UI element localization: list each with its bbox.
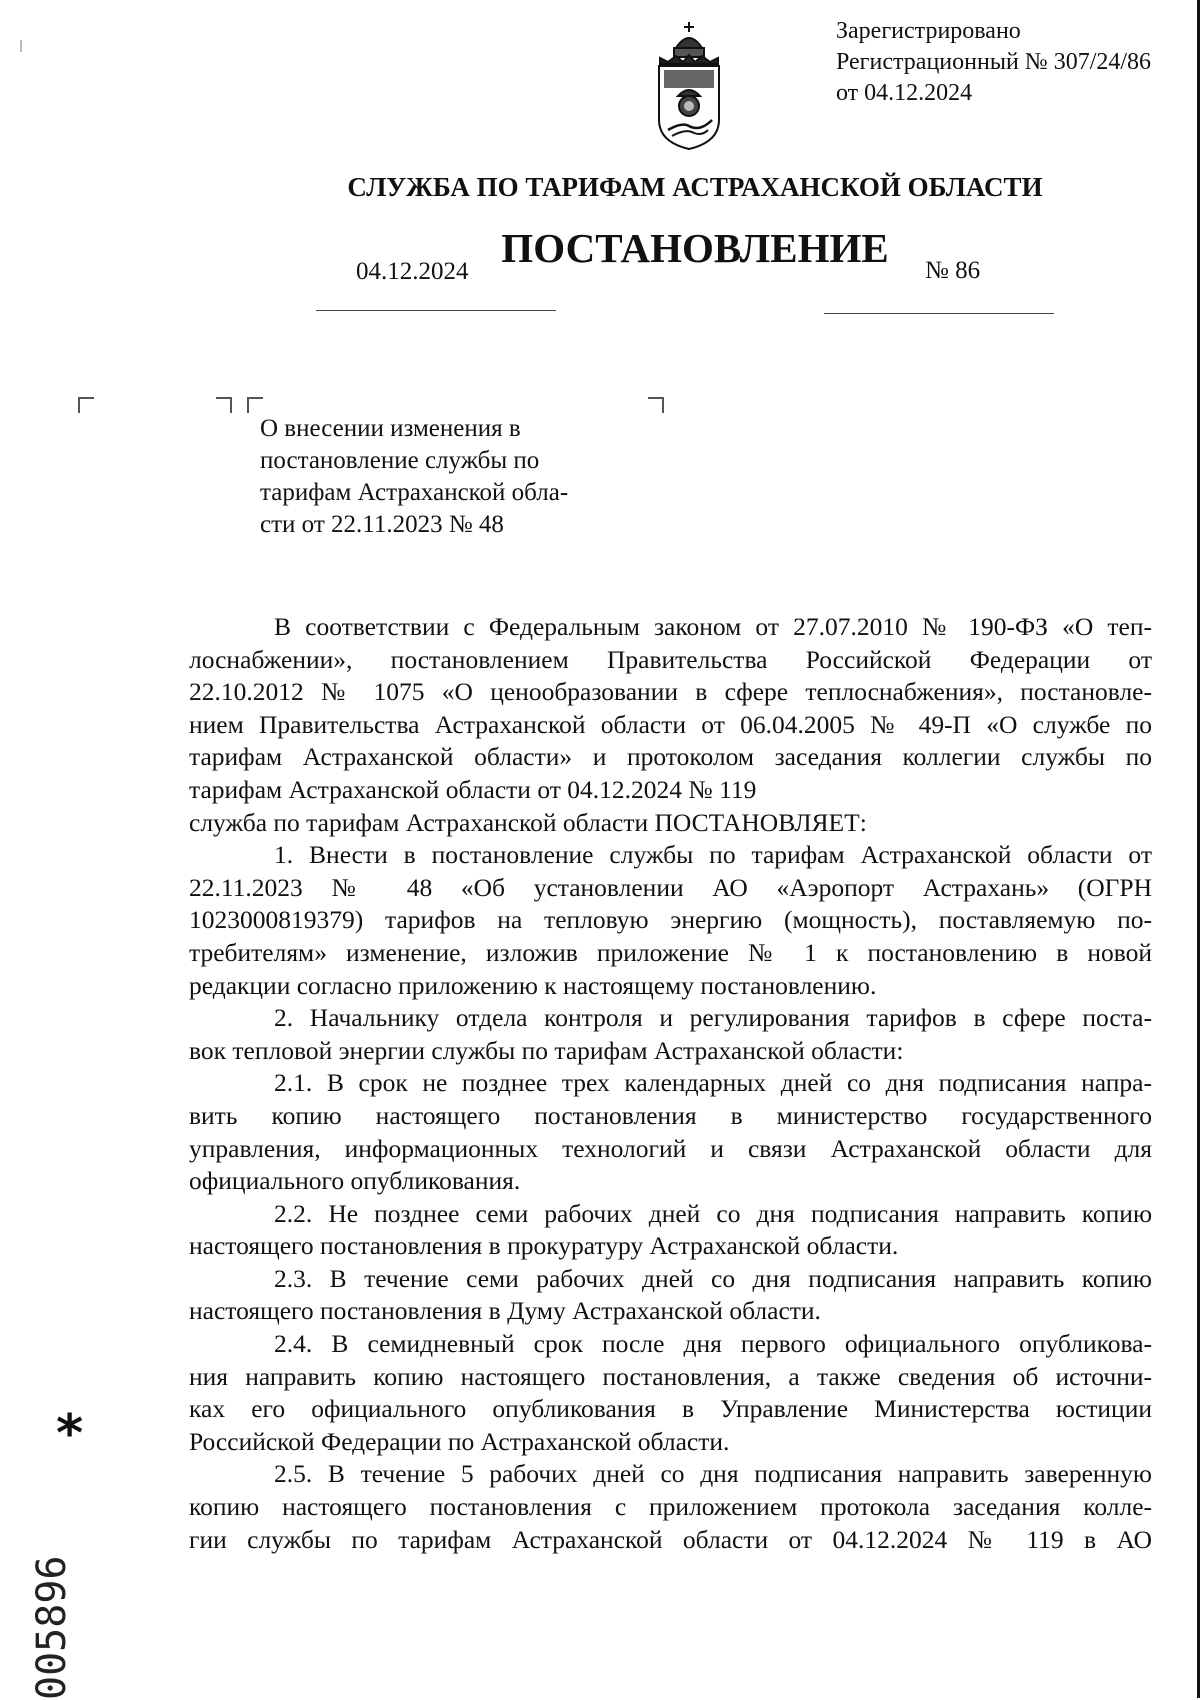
number-underline [824, 313, 1054, 314]
side-stamp-number: 005896 [29, 1555, 75, 1700]
body-line: ках его официального опубликования в Управление Министерства юстиции [189, 1394, 1152, 1424]
body-line: вок тепловой энергии службы по тарифам Астраханской области: [189, 1035, 904, 1065]
body-line: 2. Начальнику отдела контроля и регулирования тарифов в сфере поста- [274, 1003, 1152, 1033]
agency-title: СЛУЖБА ПО ТАРИФАМ АСТРАХАНСКОЙ ОБЛАСТИ [347, 172, 1043, 202]
registration-status: Зарегистрировано [836, 18, 1021, 44]
scan-speck [20, 40, 22, 52]
field-corner-mark [247, 397, 263, 413]
registration-number: Регистрационный № 307/24/86 [836, 49, 1152, 75]
body-line: редакции согласно приложению к настоящему постановлению. [189, 970, 877, 1000]
body-line: настоящего постановления в прокуратуру Астраханской области. [189, 1231, 899, 1261]
subject-line: сти от 22.11.2023 № 48 [260, 511, 504, 538]
body-line: управления, информационных технологий и связи Астраханской области для [189, 1133, 1152, 1163]
field-corner-mark [78, 397, 94, 413]
subject-line: постановление службы по [260, 447, 540, 474]
body-line: лоснабжении», постановлением Правительства Российской Федерации от [189, 644, 1152, 674]
body-line: 2.3. В течение семи рабочих дней со дня подписания направить копию [274, 1263, 1152, 1293]
body-line: 22.10.2012 № 1075 «О ценообразовании в сфере теплоснабжения», постановле- [189, 677, 1152, 707]
body-line: 2.5. В течение 5 рабочих дней со дня подписания направить заверенную [274, 1459, 1152, 1489]
body-line: служба по тарифам Астраханской области ПОСТАНОВЛЯЕТ: [189, 807, 867, 837]
document-body [189, 611, 1152, 1556]
registration-block [836, 16, 1151, 109]
document-number: № 86 [925, 257, 981, 284]
body-line: ния направить копию настоящего постановления, а также сведения об источни- [189, 1361, 1152, 1391]
side-stamp-star: * [56, 1404, 84, 1464]
body-line: 1023000819379) тарифов на тепловую энергию (мощность), поставляемую по- [189, 905, 1152, 935]
body-line: 2.4. В семидневный срок после дня первого официального опубликова- [274, 1329, 1152, 1359]
subject-line: тарифам Астраханской обла- [260, 479, 569, 506]
body-line: вить копию настоящего постановления в министерство государственного [189, 1100, 1152, 1130]
body-line: тарифам Астраханской области от 04.12.2024 № 119 [189, 774, 757, 804]
body-line: официального опубликования. [189, 1166, 521, 1196]
body-line: 1. Внести в постановление службы по тарифам Астраханской области от [274, 840, 1152, 870]
subject-line: О внесении изменения в [260, 415, 521, 442]
body-line: В соответствии с Федеральным законом от 27.07.2010 № 190-ФЗ «О теп- [274, 612, 1152, 641]
body-line: нием Правительства Астраханской области от 06.04.2005 № 49-П «О службе по [189, 709, 1152, 739]
body-line: 2.1. В срок не позднее трех календарных дней со дня подписания напра- [274, 1068, 1152, 1098]
body-line: требителям» изменение, изложив приложение № 1 к постановлению в новой [189, 937, 1152, 967]
body-line: 22.11.2023 № 48 «Об установлении АО «Аэропорт Астрахань» (ОГРН [189, 872, 1152, 902]
body-line: Российской Федерации по Астраханской области. [189, 1426, 730, 1456]
date-underline [316, 310, 556, 311]
body-line: настоящего постановления в Думу Астраханской области. [189, 1296, 821, 1326]
document-subject [260, 413, 620, 541]
document-type: ПОСТАНОВЛЕНИЕ [501, 225, 889, 271]
field-corner-mark [216, 397, 232, 413]
body-line: гии службы по тарифам Астраханской области от 04.12.2024 № 119 в АО [189, 1524, 1152, 1554]
coat-of-arms-icon [652, 22, 726, 150]
field-corner-mark [648, 397, 664, 413]
document-date: 04.12.2024 [356, 258, 469, 285]
body-line: 2.2. Не позднее семи рабочих дней со дня подписания направить копию [274, 1198, 1152, 1228]
body-line: копию настоящего постановления с приложением протокола заседания колле- [189, 1492, 1152, 1522]
body-line: тарифам Астраханской области» и протоколом заседания коллегии службы по [189, 742, 1152, 772]
registration-date: от 04.12.2024 [836, 80, 973, 106]
